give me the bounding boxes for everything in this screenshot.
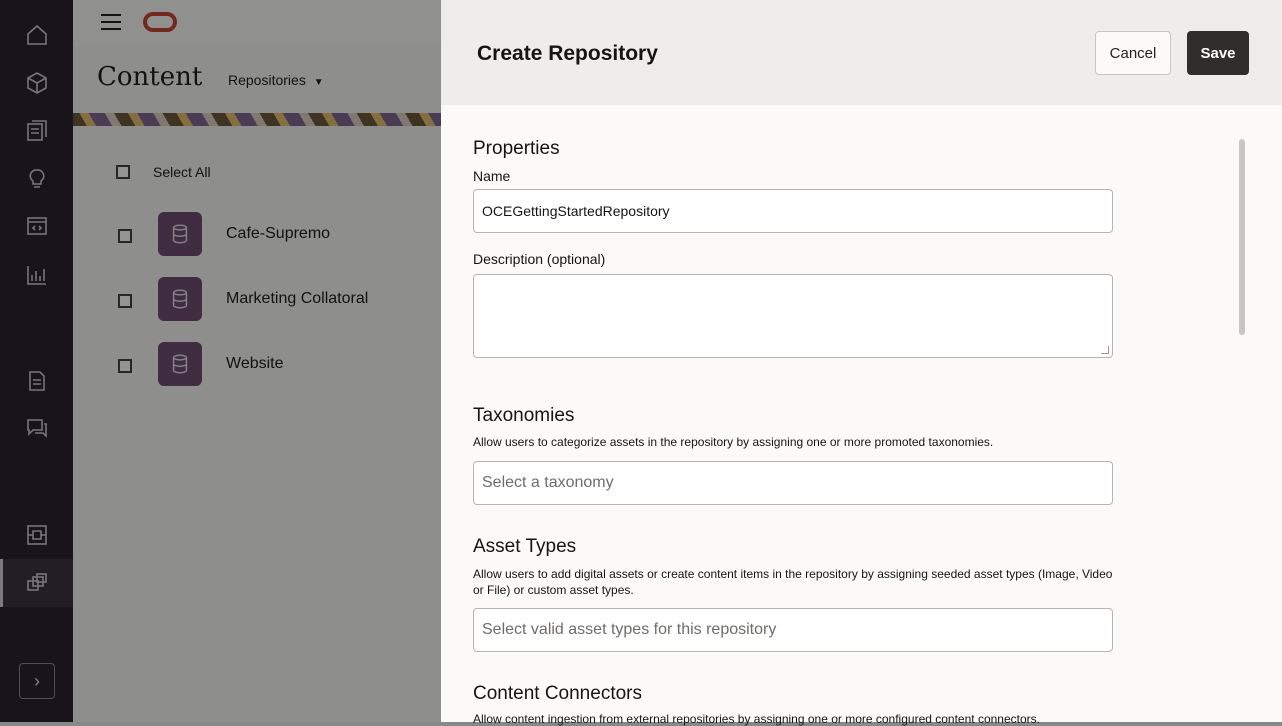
drawer-header: [441, 0, 1282, 105]
resize-handle[interactable]: [1101, 346, 1109, 354]
modal-overlay[interactable]: [0, 0, 441, 722]
save-button[interactable]: Save: [1187, 31, 1249, 75]
chevron-right-icon: ›: [34, 670, 40, 691]
properties-heading: Properties: [473, 138, 560, 159]
view-dropdown-label: Repositories: [228, 72, 306, 88]
content-connectors-help: Allow content ingestion from external repositories by assigning one or more configured content connectors.: [473, 712, 1040, 726]
repo-name[interactable]: Website: [226, 355, 284, 372]
description-textarea[interactable]: [473, 274, 1113, 358]
asset-types-help: Allow users to add digital assets or create content items in the repository by assigning seeded asset types (Image, Video or File) or custom asset types.: [473, 567, 1113, 597]
name-input-value: OCEGettingStartedRepository: [482, 203, 670, 219]
select-all-label: Select All: [153, 164, 211, 180]
create-repository-drawer: [441, 0, 1282, 726]
drawer-title: Create Repository: [477, 42, 658, 65]
taxonomy-placeholder: Select a taxonomy: [482, 474, 614, 491]
cancel-button[interactable]: Cancel: [1095, 31, 1171, 75]
taxonomy-select[interactable]: [473, 461, 1113, 505]
content-connectors-heading: Content Connectors: [473, 683, 642, 704]
page-title: Content: [97, 62, 203, 92]
drawer-scrollbar[interactable]: [1239, 139, 1245, 335]
repo-name[interactable]: Marketing Collatoral: [226, 290, 369, 307]
asset-types-heading: Asset Types: [473, 536, 577, 557]
name-label: Name: [473, 168, 511, 184]
taxonomies-heading: Taxonomies: [473, 405, 575, 426]
repo-name[interactable]: Cafe-Supremo: [226, 225, 331, 242]
asset-types-placeholder: Select valid asset types for this repository: [482, 621, 777, 638]
name-input[interactable]: [473, 189, 1113, 233]
description-label: Description (optional): [473, 251, 606, 267]
caret-down-icon: ▼: [313, 77, 324, 88]
asset-types-select[interactable]: [473, 608, 1113, 652]
taxonomies-help: Allow users to categorize assets in the repository by assigning one or more promoted taxonomies.: [473, 435, 994, 449]
